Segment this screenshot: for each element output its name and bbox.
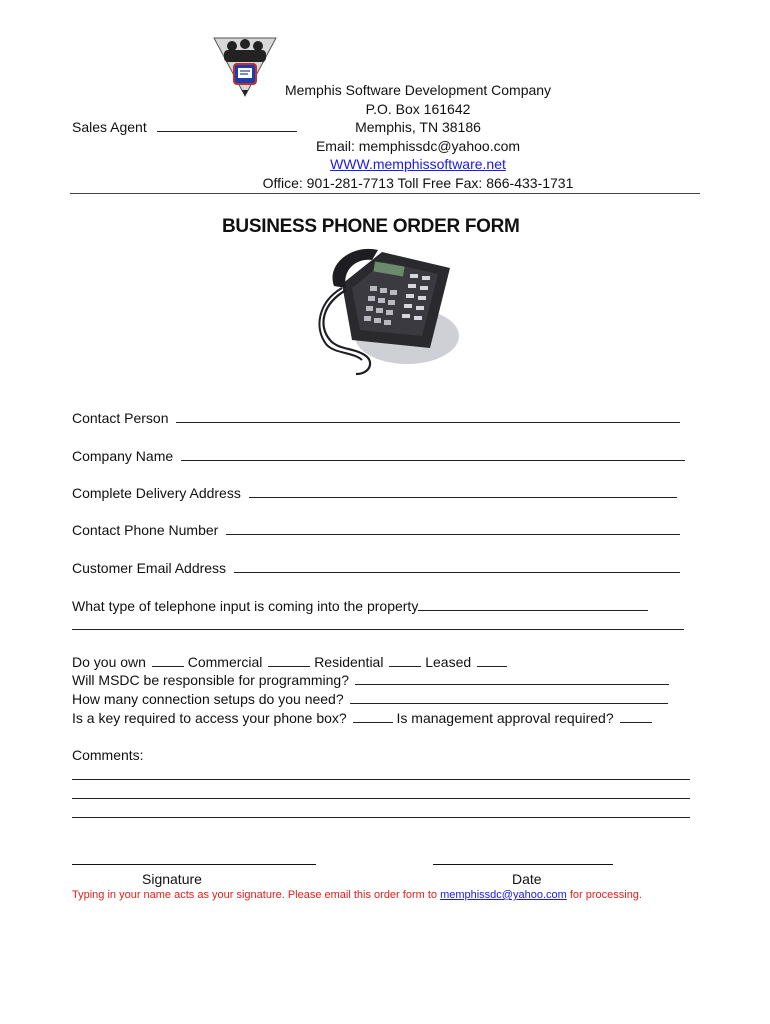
website-link[interactable]: WWW.memphissoftware.net [330,156,506,172]
contact-phone-label: Contact Phone Number [72,522,219,538]
do-you-own-field[interactable] [152,654,184,667]
phone-fax: Office: 901-281-7713 Toll Free Fax: 866-433-1731 [262,174,574,191]
connections-label: How many connection setups do you need? [72,691,344,707]
connections-row [72,690,668,708]
desk-phone-image [312,244,462,384]
leased-field[interactable] [477,654,507,667]
contact-phone-row [72,521,680,539]
key-required-field[interactable] [353,710,393,723]
sales-agent-field[interactable] [157,119,297,132]
telephone-input-field[interactable] [418,598,648,611]
programming-row [72,671,669,689]
telephone-input-row [72,597,648,615]
contact-phone-field[interactable] [226,522,680,535]
customer-email-field[interactable] [234,560,680,573]
residential-field[interactable] [389,654,421,667]
sales-agent-label: Sales Agent [72,119,147,135]
signature-note-text: Typing in your name acts as your signature. Please email this order form to [72,889,441,901]
company-name-field[interactable] [181,448,685,461]
key-required-row [72,709,652,727]
contact-person-field[interactable] [176,410,680,423]
customer-email-label: Customer Email Address [72,560,227,576]
date-field[interactable] [433,864,613,865]
programming-field[interactable] [355,672,669,685]
comments-line-1[interactable] [72,779,690,780]
do-you-own-label: Do you own [72,654,146,670]
contact-person-label: Contact Person [72,410,169,426]
contact-person-row [72,409,680,427]
company-name: Memphis Software Development Company [284,82,552,98]
commercial-field[interactable] [268,654,310,667]
comments-label: Comments: [72,747,144,763]
signature-note [72,889,642,901]
po-box: P.O. Box 161642 [365,100,471,117]
company-name-row [72,447,685,465]
company-email: Email: memphissdc@yahoo.com [315,137,521,154]
order-email-link[interactable]: memphissdc@yahoo.com [440,889,567,901]
management-label: Is management approval required? [396,710,614,726]
connections-field[interactable] [350,691,668,704]
programming-label: Will MSDC be responsible for programming? [72,672,349,688]
leased-label: Leased [425,654,472,670]
company-address-block [240,81,596,192]
city-state-zip: Memphis, TN 38186 [355,119,481,135]
comments-line-3[interactable] [72,817,690,818]
residential-label: Residential [314,654,384,670]
delivery-address-label: Complete Delivery Address [72,485,241,501]
signature-field[interactable] [72,864,316,865]
form-title: BUSINESS PHONE ORDER FORM [222,216,520,237]
management-field[interactable] [620,710,652,723]
comments-line-2[interactable] [72,798,690,799]
signature-label: Signature [142,871,202,887]
key-required-label: Is a key required to access your phone box? [72,710,347,726]
company-name-label: Company Name [72,448,174,464]
telephone-input-field-line2[interactable] [72,629,684,630]
customer-email-row [72,559,680,577]
sales-agent-row [72,119,297,135]
delivery-address-row [72,484,677,502]
header-divider [70,193,700,194]
ownership-row [72,653,507,671]
date-label: Date [512,871,542,887]
delivery-address-field[interactable] [249,485,677,498]
commercial-label: Commercial [187,654,263,670]
signature-note-end: for processing. [566,889,642,901]
telephone-input-label: What type of telephone input is coming into the property [72,598,419,614]
